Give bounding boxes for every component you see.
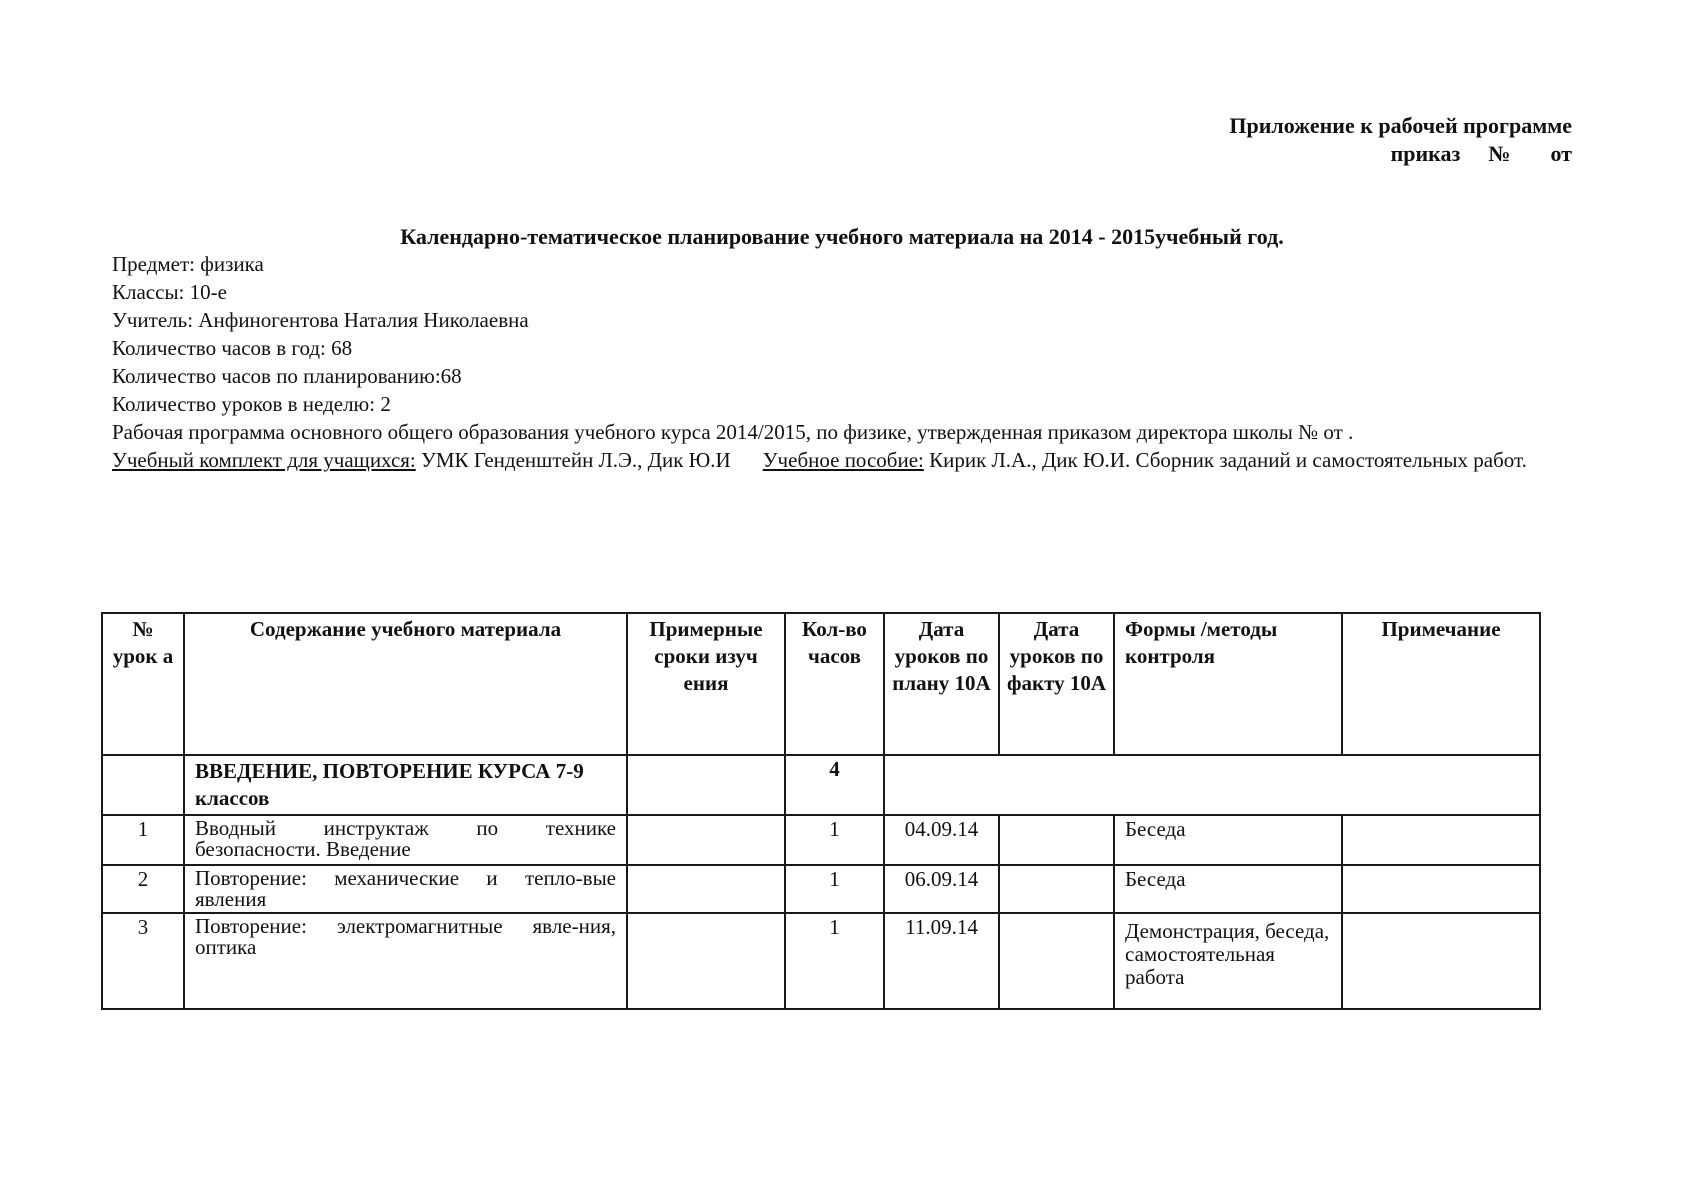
section-terms-cell [627, 755, 785, 815]
info-block [112, 250, 1592, 474]
kit-label: Учебный комплект для учащихся: [112, 448, 416, 472]
lessons-week-line: Количество уроков в неделю: 2 [112, 392, 391, 416]
row-date-plan: 04.09.14 [884, 815, 999, 865]
row-note [1342, 865, 1540, 913]
row-num: 2 [102, 865, 184, 913]
table-row [102, 865, 1540, 913]
header-forms: Формы /методы контроля [1114, 613, 1342, 755]
section-num-cell [102, 755, 184, 815]
section-merged-cell [884, 755, 1540, 815]
header-note: Примечание [1342, 613, 1540, 755]
row-terms [627, 865, 785, 913]
row-content: Повторение: механические и тепло-вые явления [184, 865, 627, 913]
header-num: № урок а [102, 613, 184, 755]
row-hours: 1 [785, 913, 884, 1009]
header-date-plan: Дата уроков по плану 10А [884, 613, 999, 755]
table-header-row [102, 613, 1540, 755]
row-content: Вводный инструктаж по технике безопасности. Введение [184, 815, 627, 865]
row-content: Повторение: электромагнитные явле-ния, оптика [184, 913, 627, 1009]
program-line: Рабочая программа основного общего образования учебного курса 2014/2015, по физике, утвержденная приказом директора школы № от . [112, 420, 1354, 444]
row-date-plan: 11.09.14 [884, 913, 999, 1009]
row-terms [627, 815, 785, 865]
manual-label: Учебное пособие: [762, 448, 924, 472]
kit-line [112, 446, 1592, 474]
section-hours: 4 [785, 755, 884, 815]
row-hours: 1 [785, 815, 884, 865]
section-title: ВВЕДЕНИЕ, ПОВТОРЕНИЕ КУРСА 7-9 классов [184, 755, 627, 815]
header-content: Содержание учебного материала [184, 613, 627, 755]
row-terms [627, 913, 785, 1009]
row-date-fact [999, 865, 1114, 913]
header-date-fact: Дата уроков по факту 10А [999, 613, 1114, 755]
order-number-sign: № [1488, 141, 1511, 166]
hours-year-line: Количество часов в год: 68 [112, 336, 353, 360]
row-num: 1 [102, 815, 184, 865]
row-date-fact [999, 815, 1114, 865]
header-hours: Кол-во часов [785, 613, 884, 755]
section-row [102, 755, 1540, 815]
row-num: 3 [102, 913, 184, 1009]
table-row [102, 815, 1540, 865]
appendix-order-line [1229, 140, 1572, 168]
appendix-header [1229, 112, 1572, 168]
table-row [102, 913, 1540, 1009]
manual-value: Кирик Л.А., Дик Ю.И. Сборник заданий и самостоятельных работ. [923, 448, 1527, 472]
header-terms: Примерные сроки изуч ения [627, 613, 785, 755]
row-hours: 1 [785, 865, 884, 913]
order-label: приказ [1390, 141, 1461, 166]
appendix-line1: Приложение к рабочей программе [1229, 113, 1572, 138]
classes-line: Классы: 10-е [112, 280, 227, 304]
order-from-label: от [1550, 141, 1572, 166]
row-forms: Демонстрация, беседа, самостоятельная работа [1114, 913, 1342, 1009]
hours-plan-line: Количество часов по планированию:68 [112, 364, 462, 388]
subject-line: Предмет: физика [112, 252, 264, 276]
row-date-plan: 06.09.14 [884, 865, 999, 913]
page-title: Календарно-тематическое планирование учебного материала на 2014 - 2015учебный год. [400, 224, 1284, 249]
row-forms: Беседа [1114, 815, 1342, 865]
row-note [1342, 913, 1540, 1009]
kit-value: УМК Генденштейн Л.Э., Дик Ю.И [415, 448, 731, 472]
teacher-line: Учитель: Анфиногентова Наталия Николаевна [112, 308, 529, 332]
row-forms: Беседа [1114, 865, 1342, 913]
plan-table [101, 612, 1541, 1010]
row-date-fact [999, 913, 1114, 1009]
row-note [1342, 815, 1540, 865]
